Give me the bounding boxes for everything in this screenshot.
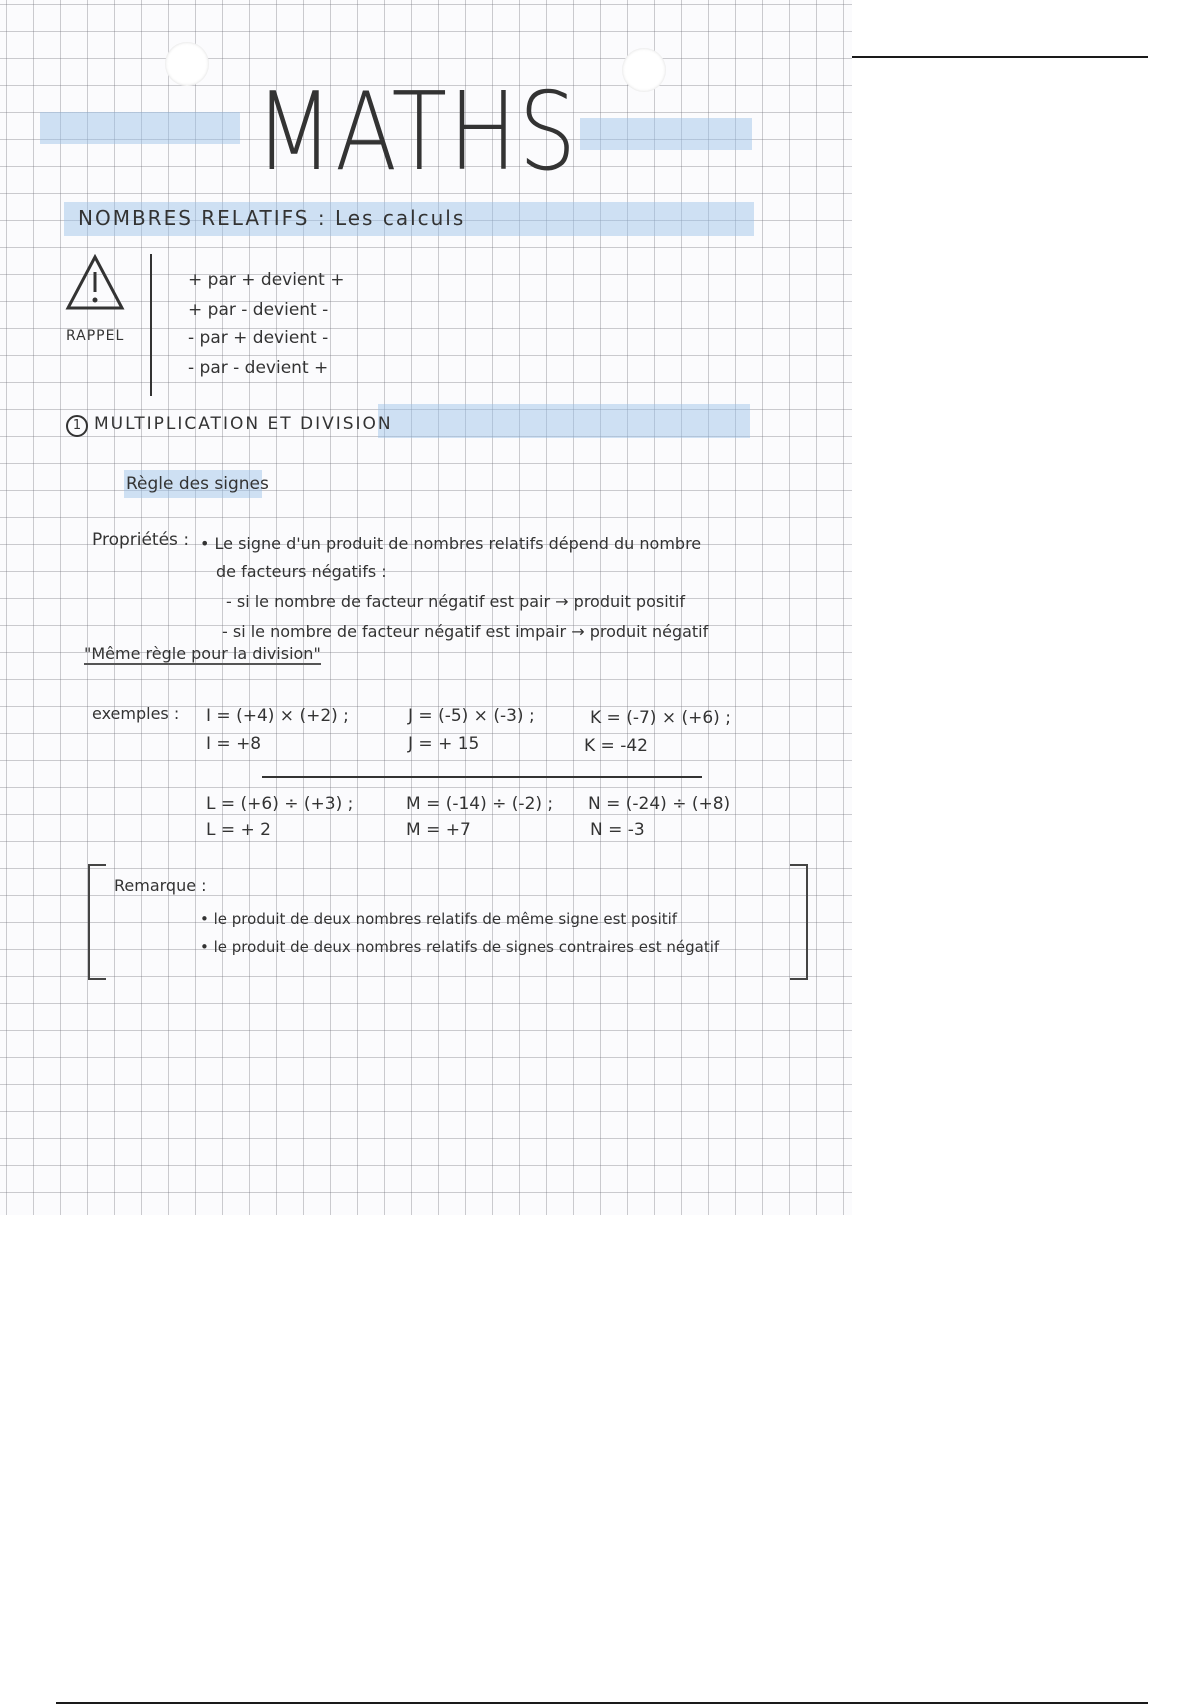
section-highlight: [378, 404, 750, 438]
binder-hole-left: [165, 42, 209, 86]
binder-hole-right: [622, 48, 666, 92]
example-l-expr: L = (+6) ÷ (+3) ;: [206, 794, 354, 814]
remark-line-1: • le produit de deux nombres relatifs de même signe est positif: [200, 910, 678, 928]
example-i-expr: I = (+4) × (+2) ;: [206, 706, 349, 726]
example-n-expr: N = (-24) ÷ (+8): [588, 794, 731, 814]
examples-separator: [262, 776, 702, 778]
title-highlight-left: [40, 112, 240, 144]
example-j-result: J = + 15: [408, 734, 480, 754]
page-top-rule: [852, 56, 1148, 58]
section-title-text: MULTIPLICATION ET DIVISION: [94, 414, 393, 434]
warning-icon: [65, 254, 125, 312]
rappel-rule-2: + par - devient -: [188, 300, 329, 320]
section-title: [66, 414, 393, 437]
examples-label: exemples :: [92, 704, 180, 723]
rappel-rule-1: + par + devient +: [188, 270, 345, 290]
remark-line-2: • le produit de deux nombres relatifs de signes contraires est négatif: [200, 938, 720, 956]
title-highlight-right: [580, 118, 752, 150]
division-note: "Même règle pour la division": [84, 644, 321, 663]
property-odd: - si le nombre de facteur négatif est impair → produit négatif: [222, 622, 709, 641]
property-line-1: • Le signe d'un produit de nombres relatifs dépend du nombre: [200, 534, 702, 553]
property-even: - si le nombre de facteur négatif est pair → produit positif: [226, 592, 686, 611]
property-line-2: de facteurs négatifs :: [216, 562, 387, 581]
example-i-result: I = +8: [206, 734, 262, 754]
example-m-result: M = +7: [406, 820, 471, 840]
subsection-title: Règle des signes: [126, 474, 269, 494]
rappel-label: RAPPEL: [66, 328, 125, 344]
chapter-heading: NOMBRES RELATIFS : Les calculs: [78, 206, 466, 230]
example-l-result: L = + 2: [206, 820, 271, 840]
rappel-rule-3: - par + devient -: [188, 328, 329, 348]
section-number: 1: [66, 415, 88, 437]
remark-label: Remarque :: [114, 876, 207, 895]
properties-label: Propriétés :: [92, 530, 190, 550]
example-k-expr: K = (-7) × (+6) ;: [590, 708, 731, 728]
example-n-result: N = -3: [590, 820, 645, 840]
page-title: MATHS: [255, 70, 578, 195]
example-j-expr: J = (-5) × (-3) ;: [408, 706, 535, 726]
rappel-divider: [150, 254, 152, 396]
example-k-result: K = -42: [584, 736, 648, 756]
example-m-expr: M = (-14) ÷ (-2) ;: [406, 794, 554, 814]
rappel-rule-4: - par - devient +: [188, 358, 329, 378]
